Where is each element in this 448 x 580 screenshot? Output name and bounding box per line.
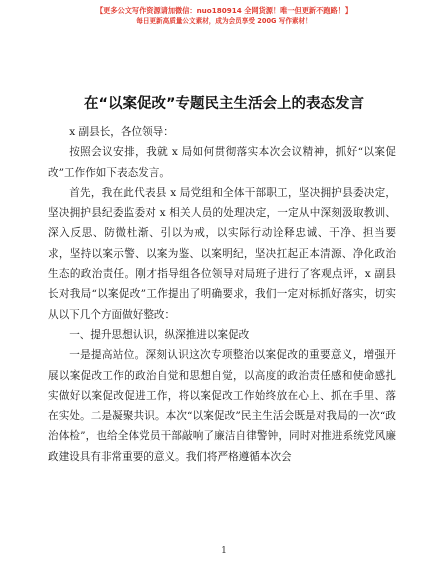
paragraph-2: 首先，我在此代表县 x 局党组和全体干部职工，坚决拥护县委决定，坚决拥护县纪委监委对 x 相关人员的处理决定，一定从中深刻汲取教训、深入反思、防微杜渐、引以为戒，以实际行动诠释忠诚、干净、担当要求，坚持以案示警、以案为鉴、以案明纪，坚决扛起正本清源、净化政治生态的政治责任。刚才指导组各位领导对局班子进行了客观点评，x 副县长对我局“以案促改”工作提出了明确要求，我们一定对标抓好落实，切实从以下几个方面做好整改：: [48, 186, 396, 321]
document-body: [48, 122, 396, 467]
promo-banner-line-2: 每日更新高质量公文素材，成为会员享受 200G 写作素材！: [136, 17, 312, 25]
promo-banner: [0, 6, 448, 26]
section-paragraph: 一是提高站位。深刻认识这次专项整治以案促改的重要意义，增强开展以案促改工作的政治自觉和思想自觉，以高度的政治责任感和使命感扎实做好以案促改促进工作，将以案促改工作始终放在心上、抓在手里、落在实处。二是凝聚共识。本次“以案促改”民主生活会既是对我局的一次“政治体检”，也给全体党员干部敲响了廉洁自律警钟，同时对推进系统党风廉政建设具有非常重要的意义。我们将严格遵循本次会: [48, 349, 396, 463]
paragraph-1: 按照会议安排，我就 x 局如何贯彻落实本次会议精神，抓好“以案促改”工作作如下表态发言。: [48, 146, 396, 179]
salutation: x 副县长，各位领导：: [69, 126, 174, 138]
page-number: 1: [221, 546, 227, 556]
section-heading: 一、提升思想认识，纵深推进以案促改: [69, 328, 250, 341]
promo-banner-line-1: 【更多公文写作资源请加微信：nuo180914 全网货源！唯一但更新不跑路！】: [95, 6, 353, 15]
document-title: 在“以案促改”专题民主生活会上的表态发言: [83, 96, 365, 112]
